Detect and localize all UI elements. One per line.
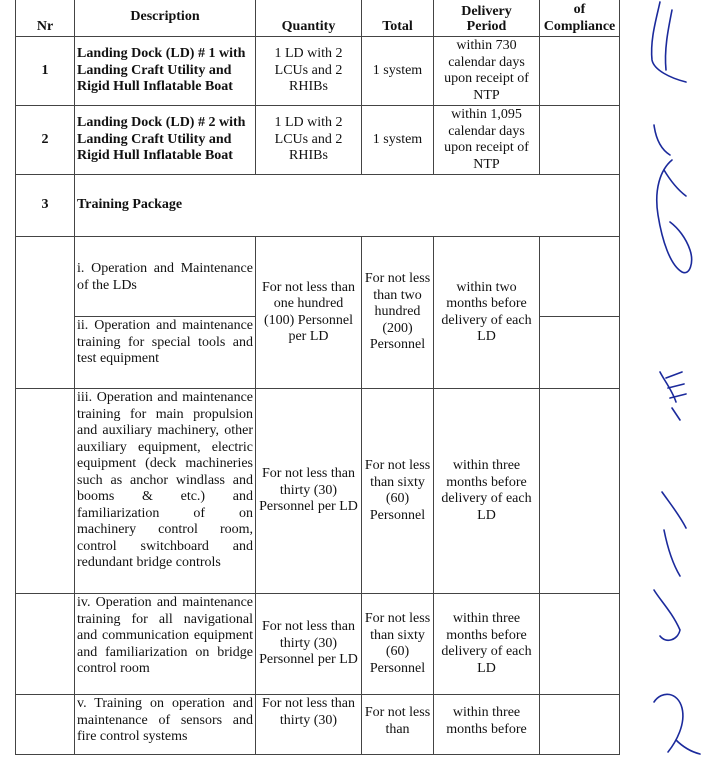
table-row bbox=[16, 175, 620, 237]
delivery-period-header bbox=[434, 0, 540, 37]
signature-2b bbox=[664, 170, 686, 196]
training-iii-compliance bbox=[540, 389, 620, 594]
training-iii-delivery: within three months before delivery of each LD bbox=[434, 389, 540, 594]
signature-3 bbox=[660, 372, 686, 420]
training-iii-quantity: For not less than thirty (30) Personnel per LD bbox=[256, 389, 362, 594]
training-row-v bbox=[16, 695, 620, 755]
description-header: Description bbox=[75, 0, 256, 37]
signature-4 bbox=[662, 492, 686, 576]
compliance-header-line2: Compliance bbox=[543, 18, 616, 34]
signature-1b bbox=[665, 10, 672, 70]
row-1-delivery: within 730 calendar days upon receipt of NTP bbox=[434, 37, 540, 106]
table-row bbox=[16, 106, 620, 175]
row-3-nr: 3 bbox=[16, 175, 75, 237]
signature-6 bbox=[654, 694, 700, 754]
training-ii-description: ii. Operation and maintenance training for special tools and test equipment bbox=[75, 317, 256, 389]
total-header: Total bbox=[362, 0, 434, 37]
training-v-total: For not less than bbox=[362, 695, 434, 755]
row-2-quantity: 1 LD with 2 LCUs and 2 RHIBs bbox=[256, 106, 362, 175]
compliance-header-line1: of bbox=[573, 2, 586, 17]
training-group1-delivery: within two months before delivery of each LD bbox=[434, 237, 540, 389]
training-group1-quantity: For not less than one hundred (100) Personnel per LD bbox=[256, 237, 362, 389]
signature-2 bbox=[657, 160, 692, 273]
delivery-header-line2: Period bbox=[466, 18, 507, 34]
training-v-quantity: For not less than thirty (30) bbox=[256, 695, 362, 755]
row-1-compliance bbox=[540, 37, 620, 106]
row-2-delivery: within 1,095 calendar days upon receipt of NTP bbox=[434, 106, 540, 175]
row-1-description: Landing Dock (LD) # 1 with Landing Craft Utility and Rigid Hull Inflatable Boat bbox=[75, 37, 256, 106]
training-group1-total: For not less than two hundred (200) Personnel bbox=[362, 237, 434, 389]
row-1-nr: 1 bbox=[16, 37, 75, 106]
table-header-row bbox=[16, 0, 620, 37]
training-iv-description: iv. Operation and maintenance training for all navigational and communication equipment and familiarization on bridge control room bbox=[75, 594, 256, 695]
item-nr-header: Nr bbox=[16, 0, 75, 37]
row-1-total: 1 system bbox=[362, 37, 434, 106]
training-i-compliance bbox=[540, 237, 620, 317]
row-2-nr: 2 bbox=[16, 106, 75, 175]
training-v-compliance bbox=[540, 695, 620, 755]
technical-specifications-table bbox=[15, 0, 620, 755]
training-iv-nr-blank bbox=[16, 594, 75, 695]
row-2-compliance bbox=[540, 106, 620, 175]
training-iii-nr-blank bbox=[16, 389, 75, 594]
training-iii-total: For not less than sixty (60) Personnel bbox=[362, 389, 434, 594]
row-2-description: Landing Dock (LD) # 2 with Landing Craft Utility and Rigid Hull Inflatable Boat bbox=[75, 106, 256, 175]
training-v-nr-blank bbox=[16, 695, 75, 755]
training-row-i bbox=[16, 237, 620, 317]
row-1-quantity: 1 LD with 2 LCUs and 2 RHIBs bbox=[256, 37, 362, 106]
margin-signatures bbox=[620, 0, 706, 758]
training-v-description: v. Training on operation and maintenance of sensors and fire control systems bbox=[75, 695, 256, 755]
training-iv-compliance bbox=[540, 594, 620, 695]
table-row bbox=[16, 37, 620, 106]
training-v-delivery: within three months before bbox=[434, 695, 540, 755]
training-iv-total: For not less than sixty (60) Personnel bbox=[362, 594, 434, 695]
training-row-iv bbox=[16, 594, 620, 695]
signature-1 bbox=[652, 2, 686, 82]
training-nr-blank bbox=[16, 237, 75, 389]
row-3-description: Training Package bbox=[75, 175, 620, 237]
training-iv-delivery: within three months before delivery of each LD bbox=[434, 594, 540, 695]
training-row-iii bbox=[16, 389, 620, 594]
training-ii-compliance bbox=[540, 317, 620, 389]
row-2-total: 1 system bbox=[362, 106, 434, 175]
training-i-description: i. Operation and Maintenance of the LDs bbox=[75, 237, 256, 317]
training-iv-quantity: For not less than thirty (30) Personnel per LD bbox=[256, 594, 362, 695]
signature-5 bbox=[654, 590, 680, 640]
delivery-header-line1: Delivery bbox=[461, 3, 512, 19]
quantity-header: Quantity bbox=[256, 0, 362, 37]
training-iii-description: iii. Operation and maintenance training for main propulsion and auxiliary machinery, other auxiliary equipment, electric equipment (deck machineries such as anchor windlass and booms & etc.) and familiarization of on machinery control room, control switchboard and redundant bridge controls bbox=[75, 389, 256, 594]
compliance-header bbox=[540, 0, 620, 37]
signature-2c bbox=[654, 125, 670, 155]
